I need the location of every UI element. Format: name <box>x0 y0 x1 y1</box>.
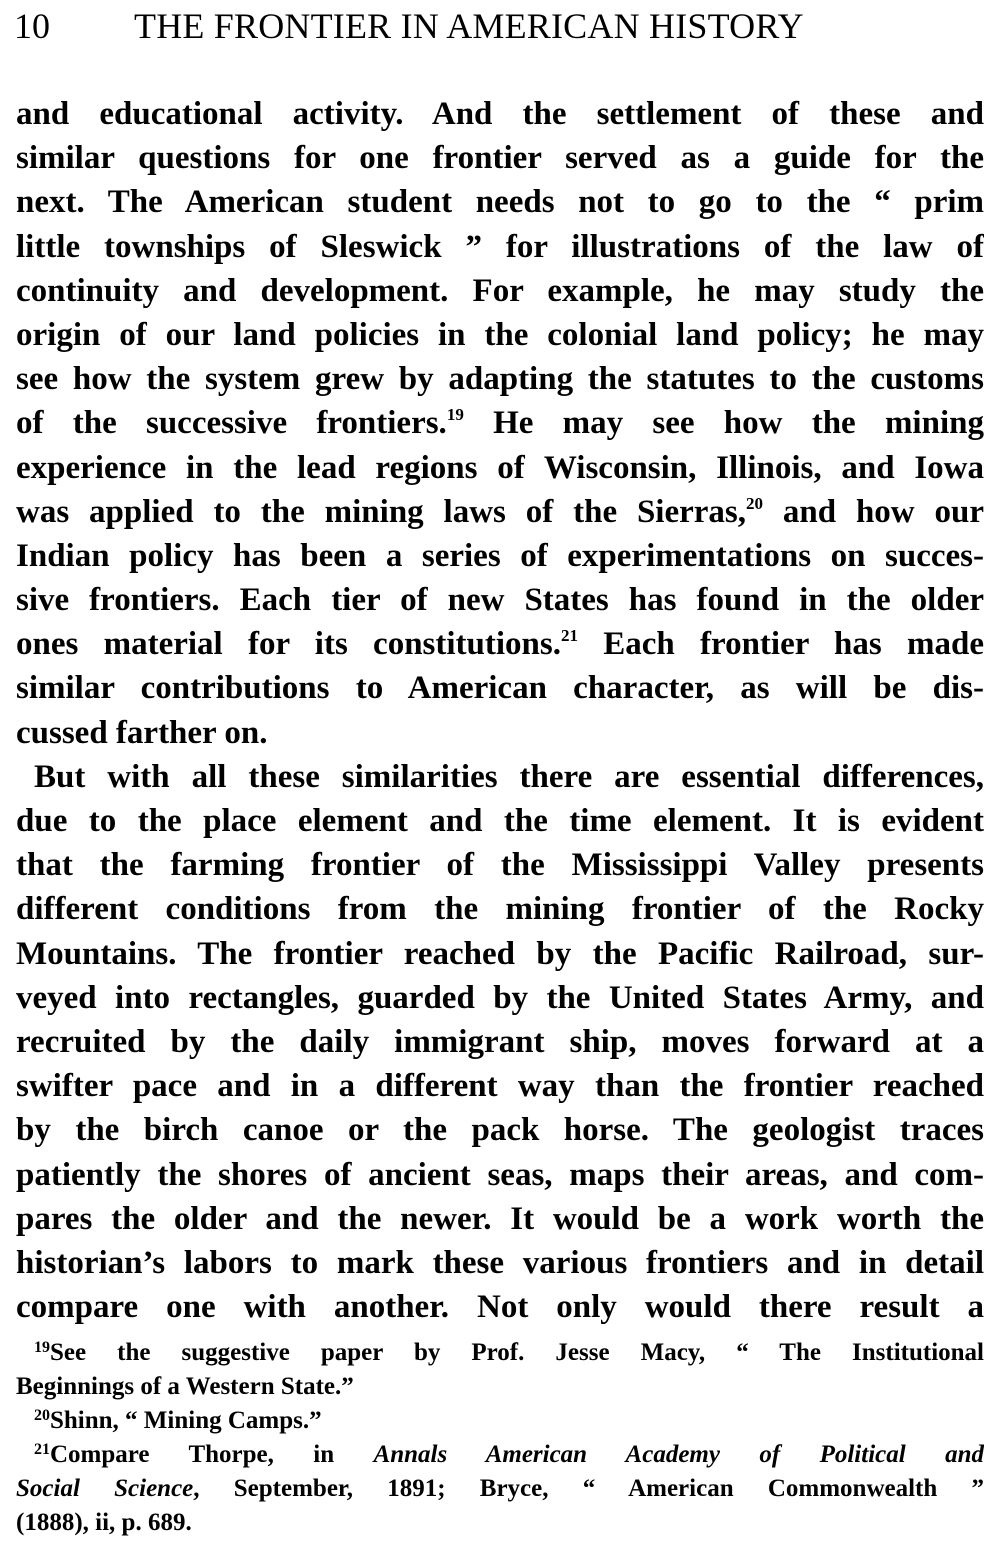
footnote-ref-21: 21 <box>561 626 578 646</box>
text-line: similar questions for one frontier served as a guide for the <box>16 140 984 177</box>
running-header <box>14 4 989 48</box>
footnote-ref-20: 20 <box>746 493 764 513</box>
text-line: next. The American student needs not to go to the “ prim <box>16 184 984 221</box>
footnote-number: 21 <box>34 1441 50 1458</box>
text-line: pares the older and the newer. It would be a work worth the <box>16 1200 984 1237</box>
text-line: of the successive frontiers.$^{19}$ He may see how the mining <box>16 405 984 442</box>
footnote-19: $^{19}$See the suggestive paper by Prof. Jesse Macy, “ The Institutional <box>34 1339 984 1366</box>
text-line: little townships of Sleswick ” for illustrations of the law of <box>16 228 984 265</box>
footnote-21-continued: (1888), ii, p. 689. <box>16 1509 192 1536</box>
page-number: 10 <box>14 6 50 46</box>
footnotes <box>16 1336 984 1540</box>
text-line: continuity and development. For example, he may study the <box>16 272 984 309</box>
text-line: sive frontiers. Each tier of new States has found in the older <box>16 582 984 619</box>
text-line: cussed farther on. <box>16 714 268 751</box>
text-line: by the birch canoe or the pack horse. The geologist traces <box>16 1112 984 1149</box>
text-line: historian’s labors to mark these various frontiers and in detail <box>16 1244 984 1281</box>
text-line: and educational activity. And the settlement of these and <box>16 96 984 132</box>
footnote-21-continued: Social Science, September, 1891; Bryce, “ American Commonwealth ” <box>16 1475 984 1502</box>
text-line: compare one with another. Not only would there result a <box>16 1289 984 1326</box>
text-line: see how the system grew by adapting the statutes to the customs <box>16 361 984 398</box>
footnote-19-continued: Beginnings of a Western State.” <box>16 1373 354 1400</box>
text-line: veyed into rectangles, guarded by the United States Army, and <box>16 979 984 1016</box>
text-line: experience in the lead regions of Wisconsin, Illinois, and Iowa <box>16 449 984 486</box>
footnote-number: 20 <box>34 1407 50 1424</box>
text-line: similar contributions to American character, as will be dis- <box>16 670 984 707</box>
running-title: THE FRONTIER IN AMERICAN HISTORY <box>134 6 804 46</box>
text-line: recruited by the daily immigrant ship, moves forward at a <box>16 1023 984 1060</box>
text-line: due to the place element and the time element. It is evident <box>16 803 984 839</box>
text-line: Indian policy has been a series of experimentations on succes- <box>16 537 984 574</box>
footnote-21: $^{21}$Compare Thorpe, in Annals American Academy of Political and <box>34 1441 984 1468</box>
footnote-20: $^{20}$Shinn, “ Mining Camps.” <box>34 1407 322 1434</box>
text-line: was applied to the mining laws of the Sierras,$^{20}$ and how our <box>16 493 984 530</box>
journal-title-continued: Social Science <box>16 1475 194 1502</box>
text-line: different conditions from the mining frontier of the Rocky <box>16 891 984 928</box>
footnote-ref-19: 19 <box>446 405 464 425</box>
text-line: patiently the shores of ancient seas, maps their areas, and com- <box>16 1156 984 1193</box>
journal-title: Annals American Academy of Political and <box>373 1441 984 1468</box>
text-line: that the farming frontier of the Mississippi Valley presents <box>16 847 984 884</box>
text-line: swifter pace and in a different way than the frontier reached <box>16 1068 984 1105</box>
text-line: ones material for its constitutions.$^{21}$ Each frontier has made <box>16 626 984 663</box>
text-line: origin of our land policies in the colonial land policy; he may <box>16 316 984 353</box>
body-text <box>16 92 984 1329</box>
paragraph-start-line: But with all these similarities there are essential differences, <box>34 758 984 795</box>
footnote-number: 19 <box>34 1339 50 1356</box>
text-line: Mountains. The frontier reached by the Pacific Railroad, sur- <box>16 935 984 972</box>
